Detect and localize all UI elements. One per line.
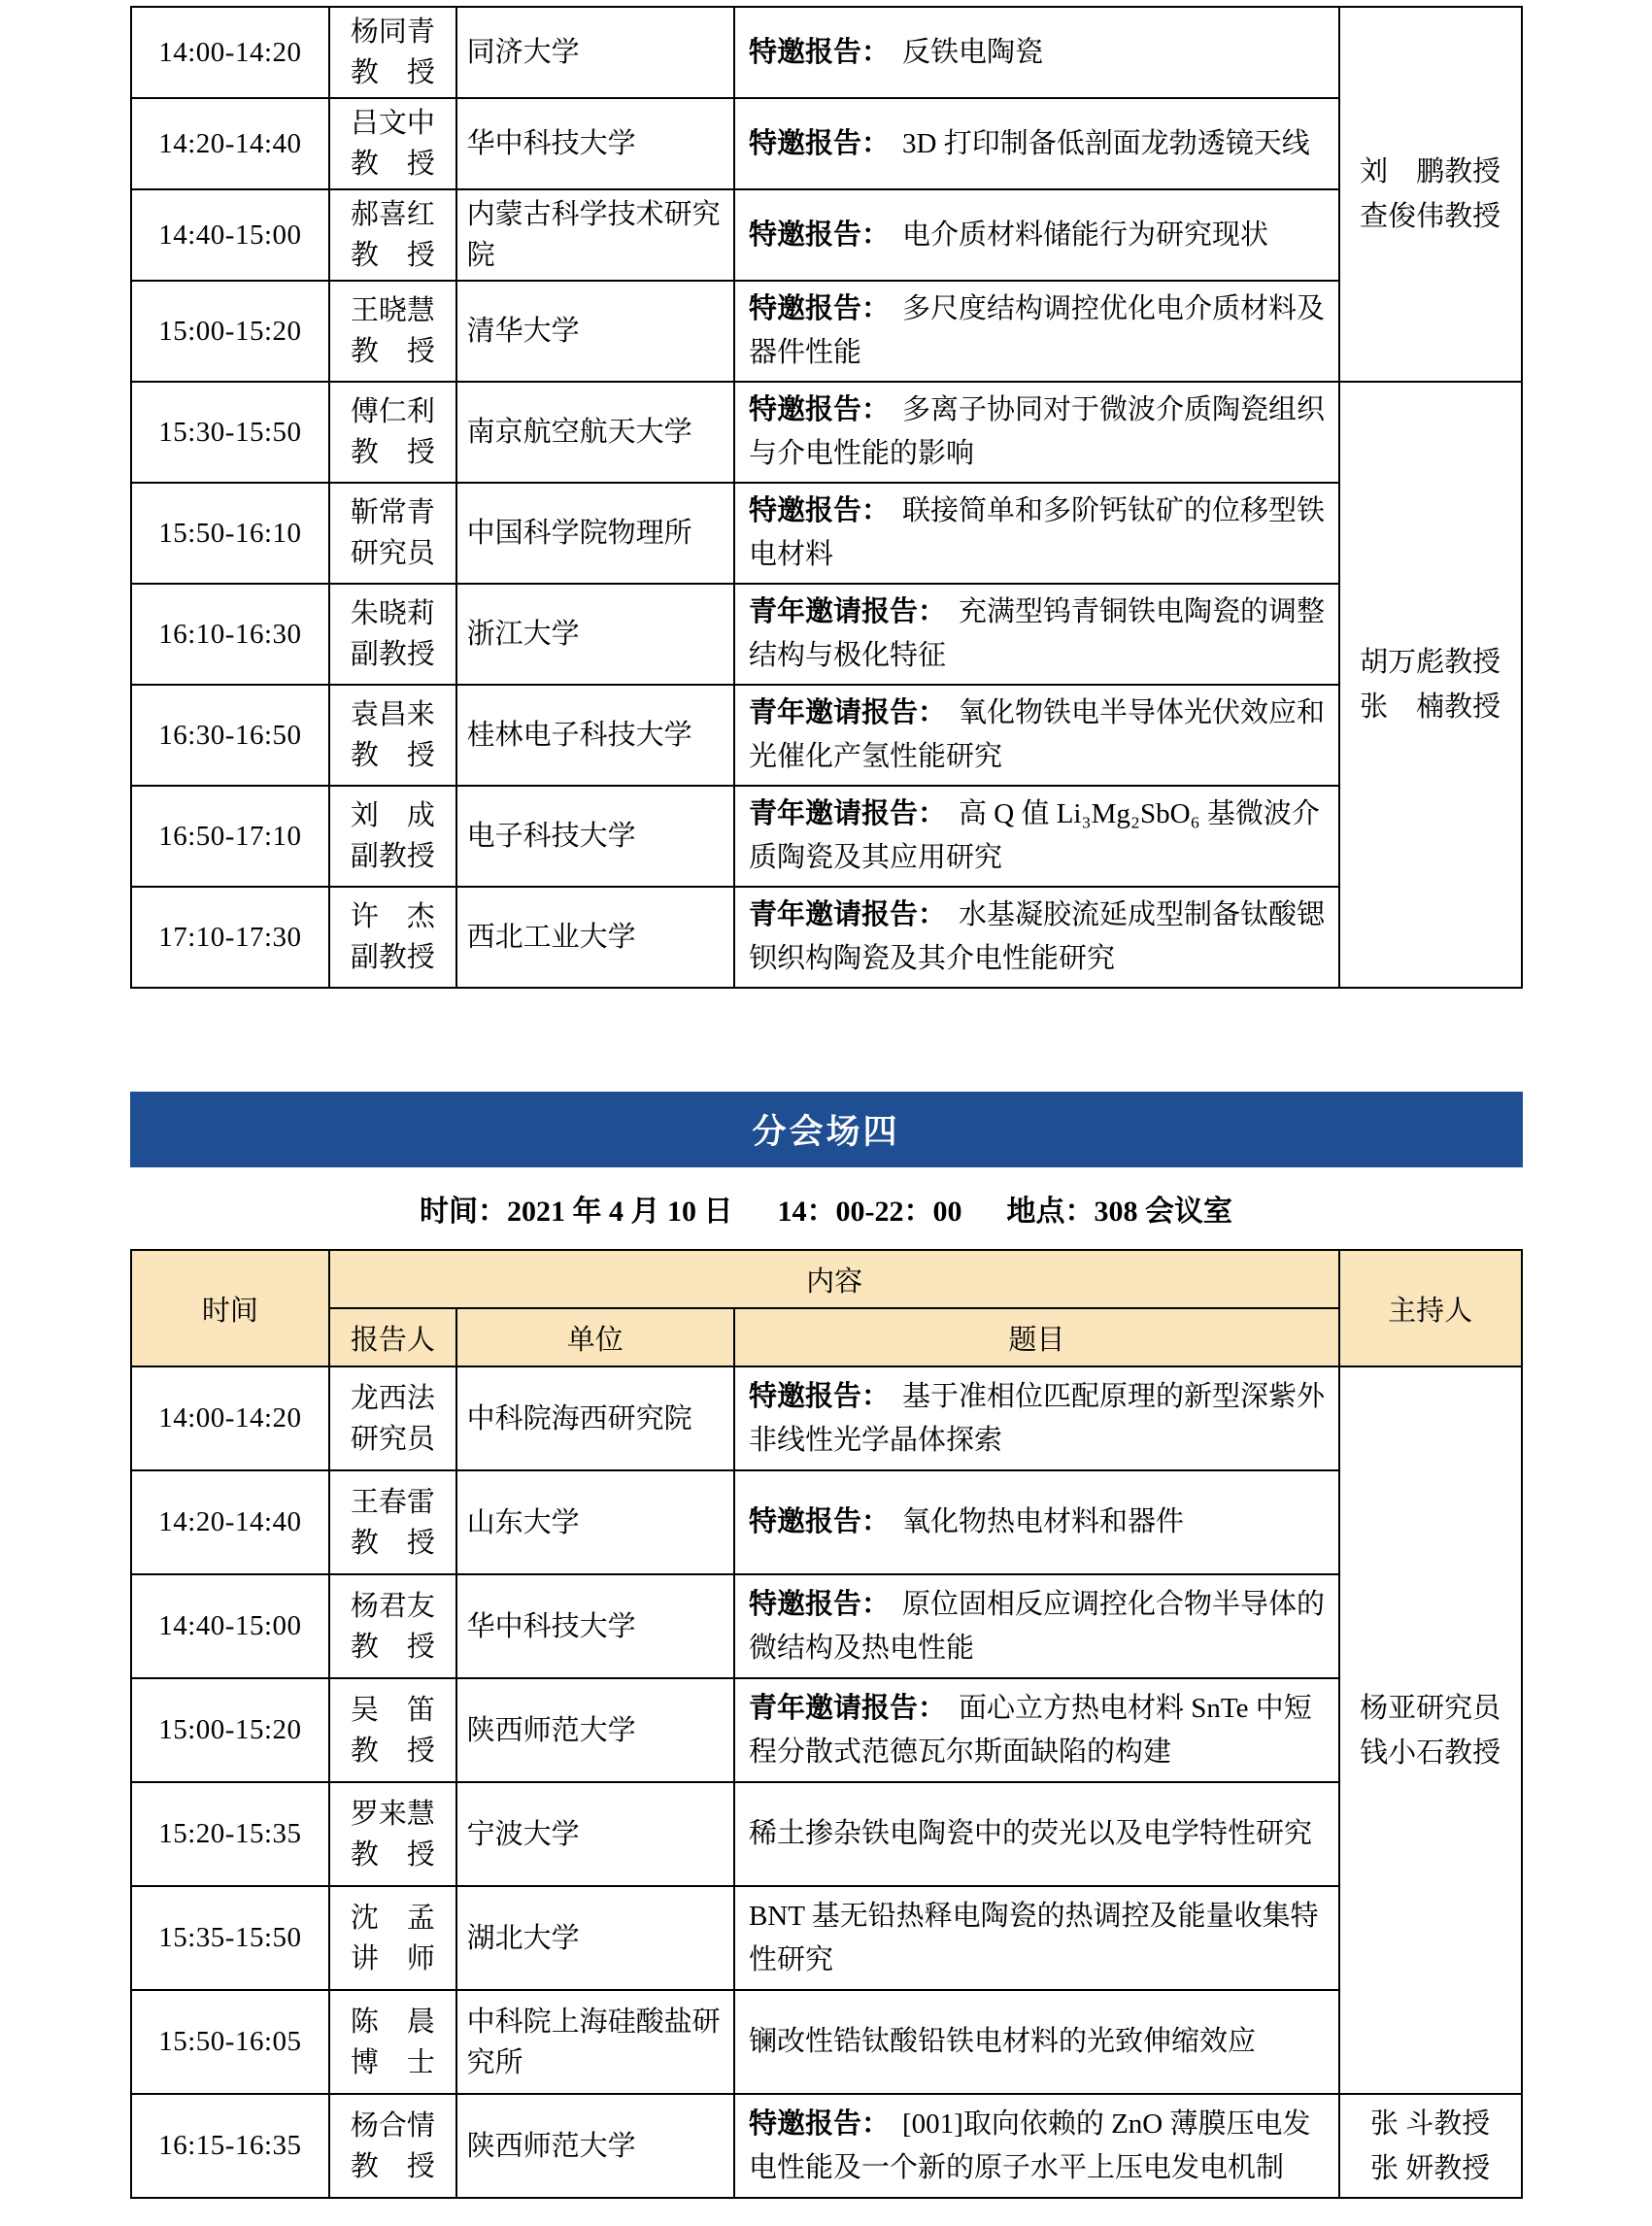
talk-title-text: 面心立方热电材料 SnTe 中短程分散式范德瓦尔斯面缺陷的构建: [748, 1692, 1312, 1768]
speaker-name: 杨同青: [350, 17, 435, 48]
time-cell: 15:20-15:35: [131, 1782, 330, 1886]
talk-title-cell: [734, 382, 1339, 483]
unit-cell: 浙江大学: [456, 584, 734, 685]
schedule-row: [131, 1990, 1522, 2094]
time-cell: 14:00-14:20: [131, 1366, 330, 1470]
talk-type-label: 青年邀请报告：: [748, 1692, 946, 1724]
speaker-name: 龙西法: [350, 1382, 435, 1414]
col-header-time: 时间: [131, 1250, 330, 1366]
session4-schedule-table: [130, 1249, 1523, 2199]
speaker-name: 袁昌来: [350, 699, 435, 730]
talk-title-cell: [734, 685, 1339, 786]
time-cell: 15:50-16:10: [131, 483, 330, 584]
schedule-row: [131, 7, 1522, 98]
schedule-row: [131, 189, 1522, 281]
session4-banner-title: 分会场四: [752, 1113, 900, 1151]
talk-title-text: 氧化物热电材料和器件: [902, 1506, 1185, 1537]
talk-title-cell: [734, 887, 1339, 988]
session4-banner: [130, 1092, 1523, 1167]
unit-cell: 西北工业大学: [456, 887, 734, 988]
talk-title-cell: [734, 1574, 1339, 1678]
schedule-row: [131, 483, 1522, 584]
speaker-cell: [329, 1886, 455, 1990]
talk-title-text: 高 Q 值 Li₃Mg₂SbO₆ 基微波介质陶瓷及其应用研究: [748, 798, 1320, 873]
talk-title-cell: [734, 2094, 1339, 2198]
speaker-role: 教 授: [350, 740, 435, 771]
talk-title-cell: [734, 1470, 1339, 1574]
schedule-row: [131, 2094, 1522, 2198]
speaker-cell: [329, 584, 455, 685]
speaker-cell: [329, 1366, 455, 1470]
speaker-name: 刘 成: [350, 800, 435, 831]
talk-type-label: 特邀报告：: [748, 495, 890, 526]
speaker-cell: [329, 1470, 455, 1574]
time-cell: 15:00-15:20: [131, 281, 330, 382]
talk-type-label: 特邀报告：: [748, 293, 890, 324]
unit-cell: 陕西师范大学: [456, 2094, 734, 2198]
time-cell: 15:35-15:50: [131, 1886, 330, 1990]
speaker-cell: [329, 887, 455, 988]
talk-title-cell: [734, 1990, 1339, 2094]
speaker-name: 傅仁利: [350, 396, 435, 427]
chair-cell: [1339, 382, 1522, 988]
talk-type-label: 青年邀请报告：: [748, 899, 946, 930]
col-header-content: 内容: [329, 1250, 1339, 1308]
conference-program-page: [130, 0, 1523, 2199]
speaker-role: 教 授: [350, 437, 435, 468]
unit-cell: 中科院海西研究院: [456, 1366, 734, 1470]
talk-title-cell: [734, 7, 1339, 98]
speaker-role: 博 士: [350, 2046, 435, 2078]
schedule-row: [131, 1366, 1522, 1470]
talk-title-text: 电介质材料储能行为研究现状: [902, 219, 1269, 251]
unit-cell: 同济大学: [456, 7, 734, 98]
speaker-role: 讲 师: [350, 1942, 435, 1974]
unit-cell: 内蒙古科学技术研究院: [456, 189, 734, 281]
speaker-cell: [329, 98, 455, 189]
time-cell: 14:40-15:00: [131, 1574, 330, 1678]
unit-cell: 南京航空航天大学: [456, 382, 734, 483]
unit-cell: 湖北大学: [456, 1886, 734, 1990]
speaker-cell: [329, 483, 455, 584]
schedule-row: [131, 786, 1522, 887]
time-cell: 14:00-14:20: [131, 7, 330, 98]
talk-title-cell: [734, 1366, 1339, 1470]
speaker-role: 教 授: [350, 149, 435, 180]
speaker-role: 副教授: [350, 942, 435, 973]
unit-cell: 华中科技大学: [456, 98, 734, 189]
speaker-name: 杨合情: [350, 2109, 435, 2142]
unit-cell: 中国科学院物理所: [456, 483, 734, 584]
speaker-cell: [329, 1782, 455, 1886]
schedule-row: [131, 1470, 1522, 1574]
speaker-name: 郝喜红: [350, 199, 435, 230]
schedule-row: [131, 887, 1522, 988]
talk-type-label: 特邀报告：: [748, 36, 890, 68]
talk-title-text: 3D 打印制备低剖面龙勃透镜天线: [902, 127, 1310, 159]
talk-type-label: 青年邀请报告：: [748, 697, 946, 728]
time-cell: 14:20-14:40: [131, 98, 330, 189]
speaker-cell: [329, 382, 455, 483]
talk-title-text: [001]取向依赖的 ZnO 薄膜压电发电性能及一个新的原子水平上压电发电机制: [748, 2108, 1311, 2183]
speaker-role: 教 授: [350, 1527, 435, 1559]
talk-title-text: 反铁电陶瓷: [902, 36, 1044, 68]
session4-table-header: [131, 1250, 1522, 1366]
col-header-speaker: 报告人: [329, 1308, 455, 1366]
speaker-role: 研究员: [350, 538, 435, 569]
speaker-cell: [329, 1990, 455, 2094]
time-cell: 14:40-15:00: [131, 189, 330, 281]
speaker-role: 教 授: [350, 240, 435, 271]
unit-cell: 中科院上海硅酸盐研究所: [456, 1990, 734, 2094]
speaker-cell: [329, 281, 455, 382]
talk-type-label: 特邀报告：: [748, 394, 890, 425]
col-header-title: 题目: [734, 1308, 1339, 1366]
talk-type-label: 特邀报告：: [748, 1588, 890, 1620]
talk-title-text: 基于准相位匹配原理的新型深紫外非线性光学晶体探索: [748, 1380, 1326, 1456]
speaker-cell: [329, 1574, 455, 1678]
talk-title-text: 多离子协同对于微波介质陶瓷组织与介电性能的影响: [748, 394, 1326, 469]
session3-schedule-table: [130, 6, 1523, 989]
talk-title-cell: [734, 1678, 1339, 1782]
talk-type-label: 青年邀请报告：: [748, 798, 946, 829]
chair-name: 张 斗教授: [1370, 2108, 1491, 2140]
talk-title-text: BNT 基无铅热释电陶瓷的热调控及能量收集特性研究: [748, 1900, 1319, 1975]
talk-title-cell: [734, 1782, 1339, 1886]
unit-cell: 山东大学: [456, 1470, 734, 1574]
talk-type-label: 特邀报告：: [748, 1380, 890, 1412]
schedule-row: [131, 281, 1522, 382]
chair-name: 张 楠教授: [1360, 691, 1501, 723]
speaker-cell: [329, 685, 455, 786]
chair-name: 钱小石教授: [1360, 1737, 1501, 1769]
schedule-row: [131, 1782, 1522, 1886]
session4-date: 时间：2021 年 4 月 10 日: [420, 1196, 733, 1228]
time-cell: 16:50-17:10: [131, 786, 330, 887]
schedule-row: [131, 1678, 1522, 1782]
talk-title-text: 多尺度结构调控优化电介质材料及器件性能: [748, 293, 1326, 368]
chair-cell: [1339, 1366, 1522, 2094]
talk-title-cell: [734, 1886, 1339, 1990]
speaker-role: 教 授: [350, 1631, 435, 1663]
time-cell: 16:30-16:50: [131, 685, 330, 786]
speaker-name: 靳常青: [350, 497, 435, 528]
col-header-unit: 单位: [456, 1308, 734, 1366]
time-cell: 15:50-16:05: [131, 1990, 330, 2094]
chair-name: 胡万彪教授: [1360, 647, 1501, 678]
chair-name: 刘 鹏教授: [1360, 156, 1501, 187]
talk-type-label: 特邀报告：: [748, 219, 890, 251]
speaker-role: 教 授: [350, 1735, 435, 1767]
speaker-role: 教 授: [350, 2150, 435, 2182]
time-cell: 16:15-16:35: [131, 2094, 330, 2198]
chair-cell: [1339, 2094, 1522, 2198]
session4-rows: [131, 1366, 1522, 2198]
chair-name: 查俊伟教授: [1360, 201, 1501, 232]
speaker-name: 罗来慧: [350, 1798, 435, 1830]
speaker-role: 教 授: [350, 1838, 435, 1871]
talk-title-cell: [734, 98, 1339, 189]
speaker-cell: [329, 7, 455, 98]
speaker-name: 杨君友: [350, 1590, 435, 1622]
speaker-name: 吴 笛: [350, 1694, 435, 1726]
session4-info-line: [130, 1167, 1523, 1249]
unit-cell: 陕西师范大学: [456, 1678, 734, 1782]
speaker-role: 副教授: [350, 841, 435, 872]
talk-title-text: 原位固相反应调控化合物半导体的微结构及热电性能: [748, 1588, 1326, 1664]
speaker-name: 沈 孟: [350, 1902, 435, 1934]
speaker-cell: [329, 189, 455, 281]
schedule-row: [131, 1574, 1522, 1678]
unit-cell: 宁波大学: [456, 1782, 734, 1886]
chair-name: 杨亚研究员: [1360, 1692, 1501, 1724]
talk-title-cell: [734, 281, 1339, 382]
talk-title-text: 联接简单和多阶钙钛矿的位移型铁电材料: [748, 495, 1326, 570]
speaker-name: 许 杰: [350, 901, 435, 932]
schedule-row: [131, 1886, 1522, 1990]
unit-cell: 桂林电子科技大学: [456, 685, 734, 786]
unit-cell: 清华大学: [456, 281, 734, 382]
col-header-chair: 主持人: [1339, 1250, 1522, 1366]
chair-cell: [1339, 7, 1522, 382]
speaker-name: 王晓慧: [350, 295, 435, 326]
speaker-role: 教 授: [350, 336, 435, 367]
unit-cell: 电子科技大学: [456, 786, 734, 887]
talk-title-text: 镧改性锆钛酸铅铁电材料的光致伸缩效应: [748, 2026, 1256, 2057]
speaker-name: 陈 晨: [350, 2006, 435, 2038]
session4-hours: 14：00-22：00: [777, 1196, 962, 1228]
talk-title-text: 充满型钨青铜铁电陶瓷的调整结构与极化特征: [748, 596, 1326, 671]
talk-type-label: 特邀报告：: [748, 127, 890, 159]
talk-type-label: 特邀报告：: [748, 2108, 890, 2140]
speaker-role: 教 授: [350, 57, 435, 88]
talk-type-label: 特邀报告：: [748, 1506, 890, 1537]
talk-title-text: 稀土掺杂铁电陶瓷中的荧光以及电学特性研究: [748, 1818, 1312, 1849]
speaker-cell: [329, 786, 455, 887]
talk-type-label: 青年邀请报告：: [748, 596, 946, 627]
schedule-row: [131, 584, 1522, 685]
talk-title-cell: [734, 584, 1339, 685]
schedule-row: [131, 382, 1522, 483]
schedule-row: [131, 685, 1522, 786]
unit-cell: 华中科技大学: [456, 1574, 734, 1678]
talk-title-cell: [734, 483, 1339, 584]
time-cell: 15:30-15:50: [131, 382, 330, 483]
talk-title-text: 水基凝胶流延成型制备钛酸锶钡织构陶瓷及其介电性能研究: [748, 899, 1326, 974]
time-cell: 16:10-16:30: [131, 584, 330, 685]
speaker-cell: [329, 2094, 455, 2198]
speaker-name: 朱晓莉: [350, 598, 435, 629]
speaker-role: 研究员: [350, 1423, 435, 1455]
speaker-name: 王春雷: [350, 1486, 435, 1518]
talk-title-cell: [734, 189, 1339, 281]
time-cell: 14:20-14:40: [131, 1470, 330, 1574]
time-cell: 15:00-15:20: [131, 1678, 330, 1782]
chair-name: 张 妍教授: [1370, 2152, 1491, 2184]
speaker-name: 吕文中: [350, 108, 435, 139]
talk-title-cell: [734, 786, 1339, 887]
speaker-cell: [329, 1678, 455, 1782]
speaker-role: 副教授: [350, 639, 435, 670]
time-cell: 17:10-17:30: [131, 887, 330, 988]
session3-rows: [131, 7, 1522, 988]
talk-title-text: 氧化物铁电半导体光伏效应和光催化产氢性能研究: [748, 697, 1326, 772]
schedule-row: [131, 98, 1522, 189]
session4-location: 地点：308 会议室: [1006, 1196, 1232, 1228]
